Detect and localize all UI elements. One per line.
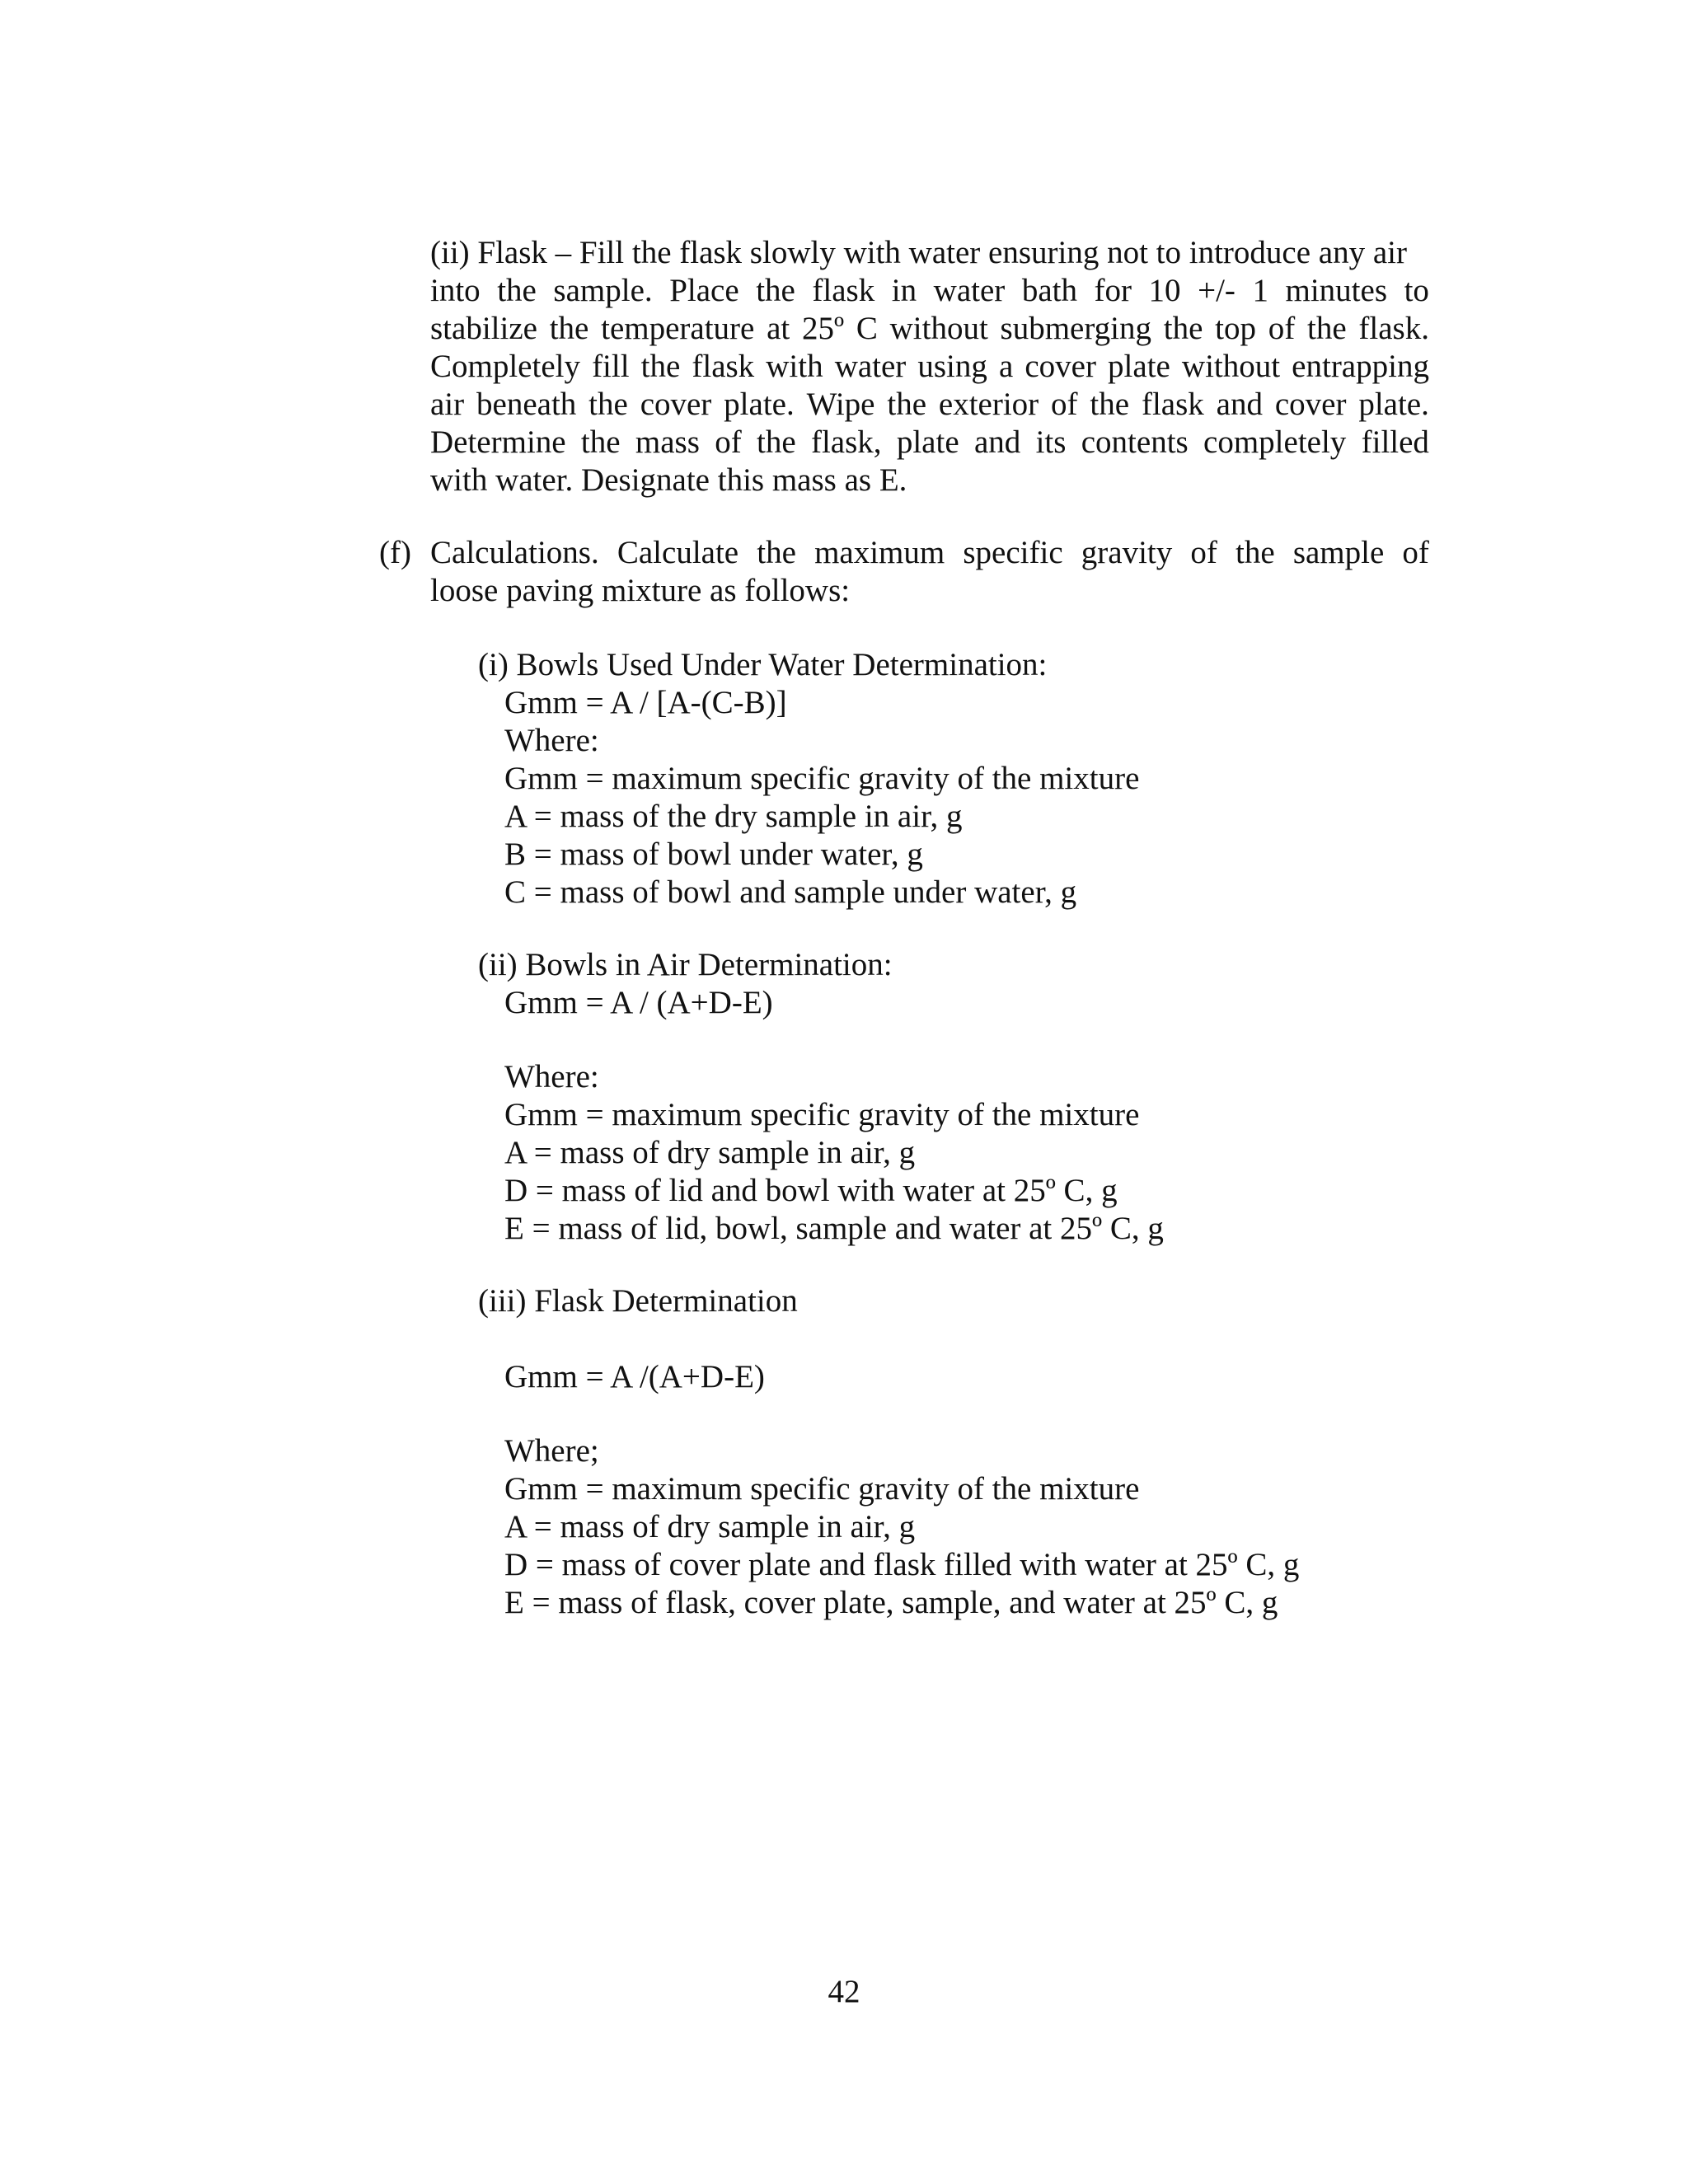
word: without [889, 311, 988, 346]
word: the [588, 387, 628, 422]
word: 25º [802, 311, 845, 346]
word: with [766, 349, 823, 384]
word: using [917, 349, 987, 384]
section-heading: (i) Bowls Used Under Water Determination: [478, 647, 1048, 682]
word: the [757, 535, 796, 570]
word: at [767, 311, 790, 346]
definition: B = mass of bowl under water, g [504, 837, 923, 872]
word: 10 [1148, 273, 1181, 308]
calculations-line: loose paving mixture as follows: [430, 573, 851, 608]
word: and [973, 424, 1021, 460]
word: +/- [1198, 273, 1236, 308]
word: of [1402, 535, 1429, 570]
word: the [549, 311, 589, 346]
word: Calculations. [430, 535, 599, 570]
word: the [497, 273, 537, 308]
word: submerging [1000, 311, 1151, 346]
word: plate [1108, 349, 1170, 384]
word: sample [1292, 535, 1385, 570]
flask-line [430, 424, 1429, 462]
word: without [1181, 349, 1281, 384]
word: cover [1025, 349, 1096, 384]
word: a [998, 349, 1014, 384]
formula: Gmm = A / [A-(C-B)] [504, 685, 787, 720]
word: Completely [430, 349, 580, 384]
word: flask, [810, 424, 882, 460]
word: the [1236, 535, 1275, 570]
word: the [887, 387, 927, 422]
word: Calculate [617, 535, 739, 570]
word: the [1306, 311, 1347, 346]
word: specific [963, 535, 1063, 570]
word: of [1190, 535, 1217, 570]
word: into [430, 273, 481, 308]
word: the [1163, 311, 1203, 346]
word: plate. [724, 387, 795, 422]
definition: Gmm = maximum specific gravity of the mixture [504, 1097, 1140, 1132]
word: of [1051, 387, 1078, 422]
word: air [430, 387, 465, 422]
definition: E = mass of flask, cover plate, sample, and water at 25º C, g [504, 1585, 1278, 1620]
definition: Gmm = maximum specific gravity of the mixture [504, 761, 1140, 796]
word: of [715, 424, 742, 460]
word: of [1268, 311, 1296, 346]
word: filled [1361, 424, 1429, 460]
word: completely [1203, 424, 1347, 460]
word: bath [1021, 273, 1077, 308]
formula: Gmm = A / (A+D-E) [504, 985, 773, 1020]
definition: D = mass of cover plate and flask filled with water at 25º C, g [504, 1547, 1300, 1582]
word: entrapping [1292, 349, 1429, 384]
word: flask [812, 273, 875, 308]
flask-line [430, 272, 1429, 310]
flask-line: (ii) Flask – Fill the flask slowly with water ensuring not to introduce any air [430, 235, 1407, 270]
word: plate [896, 424, 959, 460]
definition: E = mass of lid, bowl, sample and water at 25º C, g [504, 1211, 1164, 1246]
where-label: Where; [504, 1433, 599, 1469]
word: plate. [1358, 387, 1429, 422]
where-label: Where: [504, 723, 599, 758]
word: maximum [814, 535, 945, 570]
word: cover [640, 387, 712, 422]
definition: A = mass of the dry sample in air, g [504, 799, 963, 834]
definition: Gmm = maximum specific gravity of the mixture [504, 1471, 1140, 1507]
word: sample. [553, 273, 653, 308]
word: exterior [938, 387, 1039, 422]
word: the [1090, 387, 1130, 422]
word: and [1216, 387, 1263, 422]
word: Place [669, 273, 739, 308]
word: the [756, 273, 795, 308]
calculations-line [430, 534, 1429, 572]
definition: A = mass of dry sample in air, g [504, 1135, 916, 1170]
word: the [640, 349, 681, 384]
word: top [1215, 311, 1256, 346]
word: flask [1141, 387, 1204, 422]
word: gravity [1081, 535, 1173, 570]
word: mass [635, 424, 700, 460]
flask-line [430, 348, 1429, 386]
word: C [856, 311, 878, 346]
word: 1 [1252, 273, 1268, 308]
word: fill [592, 349, 630, 384]
definition: D = mass of lid and bowl with water at 25º C, g [504, 1173, 1118, 1208]
flask-line: with water. Designate this mass as E. [430, 462, 907, 498]
word: Wipe [806, 387, 875, 422]
word: contents [1081, 424, 1189, 460]
word: flask [692, 349, 755, 384]
word: water [834, 349, 907, 384]
word: cover [1274, 387, 1347, 422]
formula: Gmm = A /(A+D-E) [504, 1359, 765, 1394]
flask-line [430, 386, 1429, 424]
word: its [1035, 424, 1067, 460]
word: Determine [430, 424, 566, 460]
section-heading: (iii) Flask Determination [478, 1283, 798, 1319]
word: the [580, 424, 621, 460]
word: temperature [601, 311, 755, 346]
word: in [891, 273, 917, 308]
section-heading: (ii) Bowls in Air Determination: [478, 947, 893, 982]
word: minutes [1285, 273, 1388, 308]
flask-line [430, 310, 1429, 348]
word: water [933, 273, 1006, 308]
where-label: Where: [504, 1059, 599, 1094]
definition: A = mass of dry sample in air, g [504, 1509, 916, 1544]
page-number: 42 [828, 1974, 860, 2009]
word: flask. [1358, 311, 1429, 346]
word: to [1404, 273, 1429, 308]
calculations-marker: (f) [379, 535, 411, 570]
word: stabilize [430, 311, 537, 346]
definition: C = mass of bowl and sample under water, g [504, 874, 1077, 910]
word: the [757, 424, 796, 460]
word: for [1094, 273, 1132, 308]
word: beneath [476, 387, 577, 422]
